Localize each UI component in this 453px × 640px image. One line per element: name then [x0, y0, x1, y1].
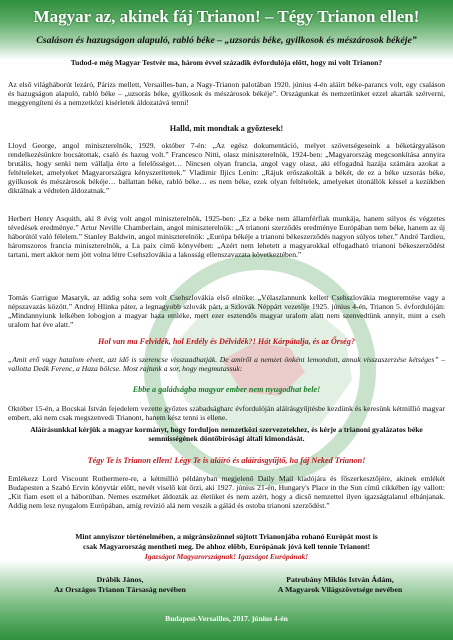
quote-block-3: Tomás Garrigue Masaryk, az addig soha sem volt Csehszlovákia első elnöke: „Vélaszlannunk kellett Csehszlovákia megteremtése vagy a népszavazás között.” Andrej Hlinka páter, a legnagyobb szlovák párt, a Szlovák Néppárt vezetője 1925. június 4-én, Trianon 5. évfordulóján: „Mindannyiunk lelkében lobogjon a magyar haza emléke, mert ezer esztendős magyar uralom alatt nem szenvedtünk annyit, mint a cseh uralom hat éve alatt.”	[8, 293, 445, 330]
quote-block-1: Lloyd George, angol miniszterelnök, 1929. október 7-én: „Az egész dokumentáció, melyet szövetségeseink a béketárgyaláson rendelkezésünkre bocsátottak, csaló és hazug volt.” Francesco Nitti, olasz miniszterelnök, 1924-ben: „Magyarország megcsonkítása annyira brutális, hogy senki nem vállalja érte a felelősséget… Nincsen olyan francia, angol vagy olasz, aki elfogadná hazája számára azokat a feltételeket, amelyeket Magyarországra kényszerítettek.” Vladimir Iljics Lenin: „Rájuk erőszakolták a békét, de ez a béke uzsorás béke, gyilkosok és mészárosok békéje… ballattan béke, rabló béke… es nem béke, ezek olyan feltételek, amelyeket útonállók késsel a kezükben diktálnak a védtelen áldozatnak.”	[8, 141, 445, 196]
signature-left-org: Az Országos Trianon Társaság nevében	[54, 585, 186, 594]
petition-request: Aláírásunkkal kérjük a magyar kormányt, hogy forduljon nemzetközi szervezetekhez, és kérje a trianoni gyalázatos béke semmisségének döntőbírósági általi kimondását.	[30, 425, 423, 444]
green-line: Ebbe a galádságba magyar ember nem nyugodhat bele!	[132, 385, 321, 394]
footer-date: Budapest-Versailles, 2017. június 4-én	[165, 614, 288, 623]
page-title: Magyar az, akinek fáj Trianon! – Tégy Trianon ellen!	[33, 7, 420, 26]
deak-quote: „Amit erő vagy hatalom elvett, azt idő is szerencse visszaadhatják. De amiről a nemzet önként lemondott, annak visszaszerzése kétséges” – vallotta Deák Ferenc, a Haza bölcse. Most rajtunk a sor, hogy megmutassuk:	[8, 355, 445, 374]
signature-left-name: Drábik János,	[96, 575, 144, 584]
signature-right-org: A Magyarok Világszövetsége nevében	[277, 585, 403, 594]
closing-line-2: csak Magyarország mentheti meg. De ahhoz előbb, Európának jóvá kell tennie Trianont!	[82, 542, 371, 551]
red-question: Hol van ma Felvidék, hol Erdély és Délvidék?! Hát Kárpátalja, és az Őrség?	[98, 337, 355, 346]
closing-line-1: Mint annyiszor történelmében, a migránsözönnel sújtott Trianonjába rohanó Európát most is	[75, 532, 378, 541]
signature-right	[235, 575, 445, 595]
signature-left	[20, 575, 220, 595]
intro-question: Tudod-e még Magyar Testvér ma, három évvel századik évfordulója előtt, hogy mi volt Trianon?	[70, 58, 383, 67]
intro-paragraph: Az első világháborút lezáró, Párizs mellett, Versailles-ban, a Nagy-Trianon palotában 1920. június 4-én aláírt béke-parancs volt, egy csaláson és hazugságon alapuló, rabló béke – „uzsorás béke, gyilkosok és mészárosok békéje”. Országunkat és nemzetünket ezzel akarták szétverni, meggyengíteni és a nemzetközi kisérletek áldozatává tenni!	[8, 80, 445, 108]
closing-line-3: Igazságot Magyarországnak! Igazságot Európának!	[144, 552, 309, 561]
call-to-action: Tégy Te is Trianon ellen! Légy Te is aláíró és aláírásgyűjtő, ha fáj Neked Trianon!	[87, 456, 366, 465]
petition-paragraph: Október 15-én, a Bocskai István fejedelem vezette győztes szabadságharc évfordulóján aláírásgyűjtésbe kezdünk és keresünk kétmillió magyar embert, aki nem csak megszenvedi Trianont, hanem kész tenni is ellene.	[8, 404, 445, 423]
rothermere-paragraph: Emlékezz Lord Viscount Rothermere-re, a kétmillió példányban megjelenő Daily Mail kiadójára és főszerkesztőjére, akinek emlékét Budapesten a Szabó Ervin könyvtár előtt, nevét viselő kút őrzi, aki 1927. június 21-én, Hungary's Place in the Sun című cikkében így vallott: „Kit fiam esett el a háborúban. Nemes eszméket áldozták az életüket és nem azért, hogy a dicső nemzettel ilyen igazságtalanul elbánjanak. Addig nem lesz nyugalom Európában, amíg revízió alá nem veszik a gálád és ostoba trianoni szerződést.”	[8, 474, 445, 511]
signature-right-name: Patrubány Miklós István Ádám,	[286, 575, 394, 584]
quote-block-2: Herbert Henry Asquith, aki 8 évig volt angol miniszterelnök, 1925-ben: „Ez a béke nem államférfiak munkája, hanem súlyos és végzetes tévedések eredménye.” Artur Neville Chamberlain, angol miniszterelnök: „A trianoni szerződés eredménye Európában nem béke, hanem az új háborútól való félelem.” Stanley Baldwin, angol miniszterelnök: „Európa békéje a trianoni békeszerződés nagyon súlyos teher.” André Tardieu, háromszoros francia miniszterelnök, a La paix című könyvében: „Azért nem lehetett a magyarokkal elfogadható trianoni békeszerződést tartani, mert akkor nem jött volna létre Csehszlovákia a lakosság ellenszavazata következtében.”	[8, 214, 445, 260]
page-subtitle: Csaláson és hazugságon alapuló, rabló béke – „uzsorás béke, gyilkosok és mészárosok békéje”	[36, 35, 417, 46]
section-heading: Halld, mit mondtak a győztesek!	[169, 124, 284, 133]
